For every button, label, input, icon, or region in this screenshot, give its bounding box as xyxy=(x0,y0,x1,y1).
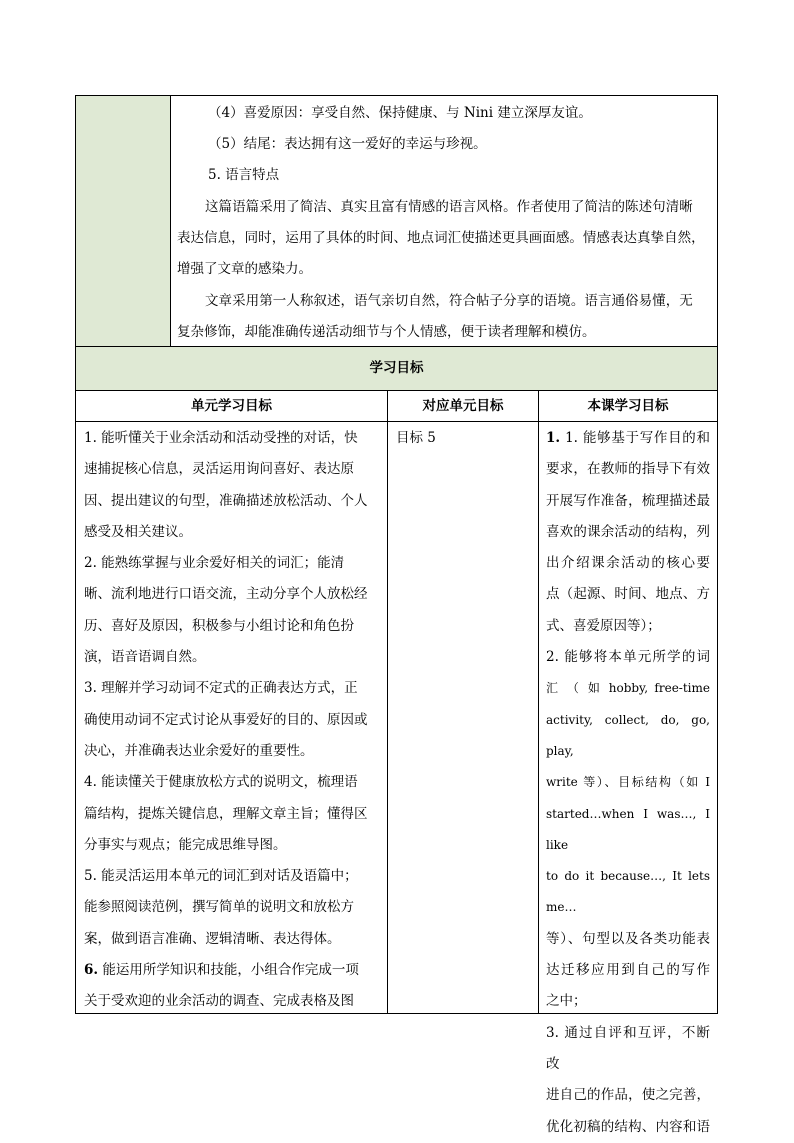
lesson-goal-line: started…when I was…, I like xyxy=(546,806,710,852)
title-row-bottom-border xyxy=(76,390,717,391)
top-line-5: 表达信息，同时，运用了具体的时间、地点词汇使描述更具画面感。情感表达真挚自然， xyxy=(177,230,705,246)
lesson-goal-line: 汇 （ 如 hobby, free-time xyxy=(546,681,710,696)
lesson-goals-cell xyxy=(546,423,710,1143)
lesson-goal-line: write 等）、目标结构（如 I xyxy=(546,775,710,790)
column-divider-1 xyxy=(387,390,388,1013)
unit-goal-line: 演，语音语调自然。 xyxy=(84,649,206,666)
top-line-3: 5. 语言特点 xyxy=(208,167,280,183)
top-line-8: 复杂修饰，却能准确传递活动细节与个人情感，便于读者理解和模仿。 xyxy=(177,324,596,340)
mapped-goal-cell xyxy=(396,423,532,454)
lesson-goal-line: to do it because…, It lets me… xyxy=(546,869,710,915)
lesson-goal-line: 之中； xyxy=(546,993,587,1010)
unit-goal-line: 关于受欢迎的业余活动的调查、完成表格及图 xyxy=(84,993,354,1010)
unit-goal-line: 篇结构，提炼关键信息，理解文章主旨；懂得区 xyxy=(84,805,368,822)
lesson-goal-line: 1. 1. 能够基于写作目的和 xyxy=(546,430,710,446)
top-line-4: 这篇语篇采用了简洁、真实且富有情感的语言风格。作者使用了简洁的陈述句清晰 xyxy=(205,199,693,215)
top-line-2: （5）结尾：表达拥有这一爱好的幸运与珍视。 xyxy=(208,136,487,152)
lesson-goal-line: 点（起源、时间、地点、方 xyxy=(546,586,710,603)
top-line-6: 增强了文章的感染力。 xyxy=(177,261,312,277)
unit-goal-line: 确使用动词不定式讨论从事爱好的目的、原因或 xyxy=(84,711,368,728)
unit-goal-line: 晰、流利地进行口语交流，主动分享个人放松经 xyxy=(84,586,368,603)
lesson-plan-table xyxy=(75,95,718,1135)
lesson-goal-line: 喜欢的课余活动的结构，列 xyxy=(546,523,710,540)
top-left-shaded-cell xyxy=(76,96,170,346)
header-lesson-goals: 本课学习目标 xyxy=(587,398,669,414)
lesson-goal-line: 出介绍课余活动的核心要 xyxy=(546,555,710,572)
unit-goal-line: 决心，并准确表达业余爱好的重要性。 xyxy=(84,742,314,759)
unit-goal-line: 感受及相关建议。 xyxy=(84,523,192,540)
header-row-bottom-border xyxy=(76,421,717,422)
mapped-goal-text: 目标 5 xyxy=(396,430,436,446)
unit-goal-line: 案，做到语言准确、逻辑清晰、表达得体。 xyxy=(84,930,341,947)
unit-goal-line: 2. 能熟练掌握与业余爱好相关的词汇；能清 xyxy=(84,555,345,572)
top-section-divider xyxy=(170,96,171,346)
unit-goal-line: 历、喜好及原因，积极参与小组讨论和角色扮 xyxy=(84,617,354,634)
lesson-goal-line: 式、喜爱原因等）； xyxy=(546,617,661,634)
unit-goal-line: 3. 理解并学习动词不定式的正确表达方式，正 xyxy=(84,680,358,697)
section-title: 学习目标 xyxy=(369,360,424,376)
unit-goal-line: 速捕捉核心信息，灵活运用询问喜好、表达原 xyxy=(84,461,354,478)
unit-goal-line: 能参照阅读范例，撰写简单的说明文和放松方 xyxy=(84,899,354,916)
lesson-goal-line: 要求，在教师的指导下有效 xyxy=(546,461,710,478)
lesson-goal-line: activity, collect, do, go, play, xyxy=(546,712,710,758)
column-divider-2 xyxy=(538,390,539,1013)
header-unit-goals: 单元学习目标 xyxy=(191,398,272,414)
lesson-goal-line: 等）、句型以及各类功能表 xyxy=(546,930,710,947)
top-line-7: 文章采用第一人称叙述，语气亲切自然，符合帖子分享的语境。语言通俗易懂，无 xyxy=(205,293,693,309)
unit-goal-line: 分事实与观点；能完成思维导图。 xyxy=(84,836,287,853)
unit-goal-line: 5. 能灵活运用本单元的词汇到对话及语篇中； xyxy=(84,868,358,885)
lesson-goal-line: 2. 能够将本单元所学的词 xyxy=(546,649,710,666)
unit-goal-line: 4. 能读懂关于健康放松方式的说明文，梳理语 xyxy=(84,774,358,791)
lesson-goal-line: 优化初稿的结构、内容和语 xyxy=(546,1118,710,1135)
top-line-1: （4）喜爱原因：享受自然、保持健康、与 Nini 建立深厚友谊。 xyxy=(208,105,592,121)
lesson-goal-line: 达迁移应用到自己的写作 xyxy=(546,962,710,979)
unit-goal-line: 1. 能听懂关于业余活动和活动受挫的对话，快 xyxy=(84,430,358,446)
unit-goal-line: 6. 能运用所学知识和技能，小组合作完成一项 xyxy=(84,962,359,979)
unit-goal-line: 因、提出建议的句型，准确描述放松活动、个人 xyxy=(84,492,368,509)
lesson-goal-line: 开展写作准备，梳理描述最 xyxy=(546,492,710,509)
lesson-goal-line: 进自己的作品，使之完善， xyxy=(546,1087,710,1104)
unit-goals-cell xyxy=(84,423,382,1018)
header-mapped-goal: 对应单元目标 xyxy=(422,398,504,414)
lesson-goal-line: 3. 通过自评和互评，不断改 xyxy=(546,1024,710,1072)
